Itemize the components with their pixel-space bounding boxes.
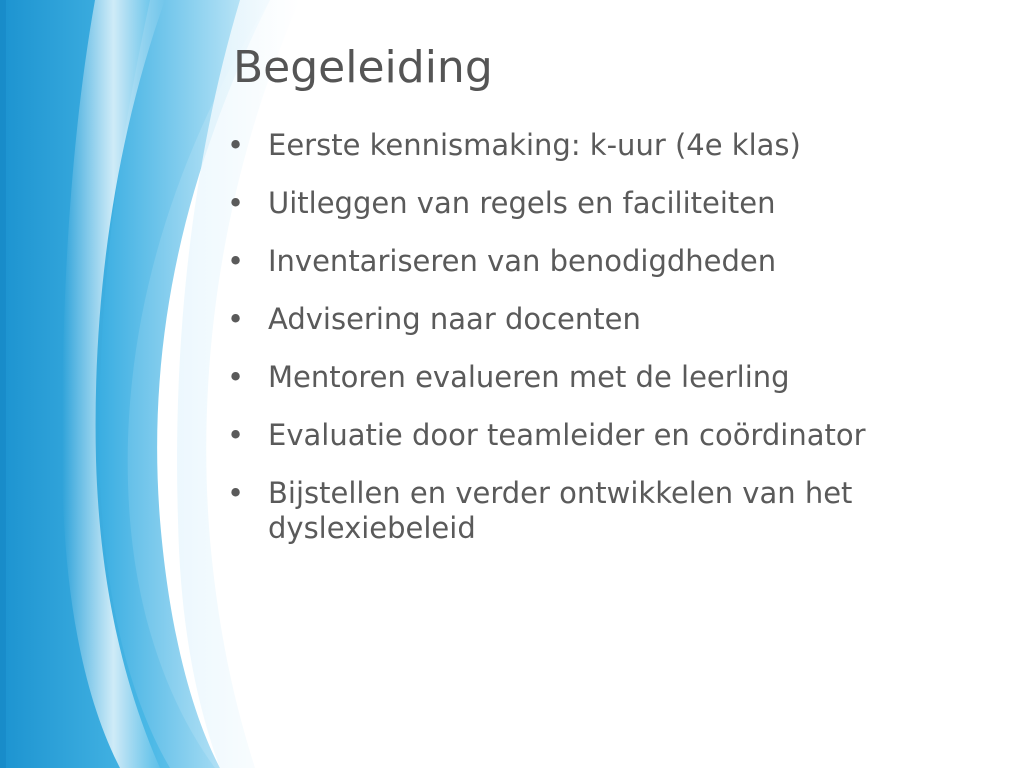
list-item <box>224 418 984 453</box>
list-item-text: Advisering naar docenten <box>268 302 641 336</box>
list-item <box>224 186 984 221</box>
list-item <box>224 476 984 546</box>
bullet-icon: • <box>227 186 245 220</box>
bullet-list <box>224 128 984 569</box>
list-item <box>224 302 984 337</box>
list-item <box>224 360 984 395</box>
list-item-text: Inventariseren van benodigdheden <box>268 244 777 278</box>
list-item <box>224 128 984 163</box>
bullet-icon: • <box>227 360 245 394</box>
bullet-icon: • <box>227 418 245 452</box>
bullet-icon: • <box>227 244 245 278</box>
list-item-text: Mentoren evalueren met de leerling <box>268 360 790 394</box>
list-item-text: Eerste kennismaking: k-uur (4e klas) <box>268 128 801 162</box>
list-item <box>224 244 984 279</box>
bullet-icon: • <box>227 128 245 162</box>
list-item-text: Uitleggen van regels en faciliteiten <box>268 186 776 220</box>
bullet-icon: • <box>227 302 245 336</box>
list-item-text: Evaluatie door teamleider en coördinator <box>268 418 866 452</box>
slide-title: Begeleiding <box>233 42 493 93</box>
list-item-text: Bijstellen en verder ontwikkelen van het dyslexiebeleid <box>268 476 853 545</box>
bullet-icon: • <box>227 476 245 510</box>
